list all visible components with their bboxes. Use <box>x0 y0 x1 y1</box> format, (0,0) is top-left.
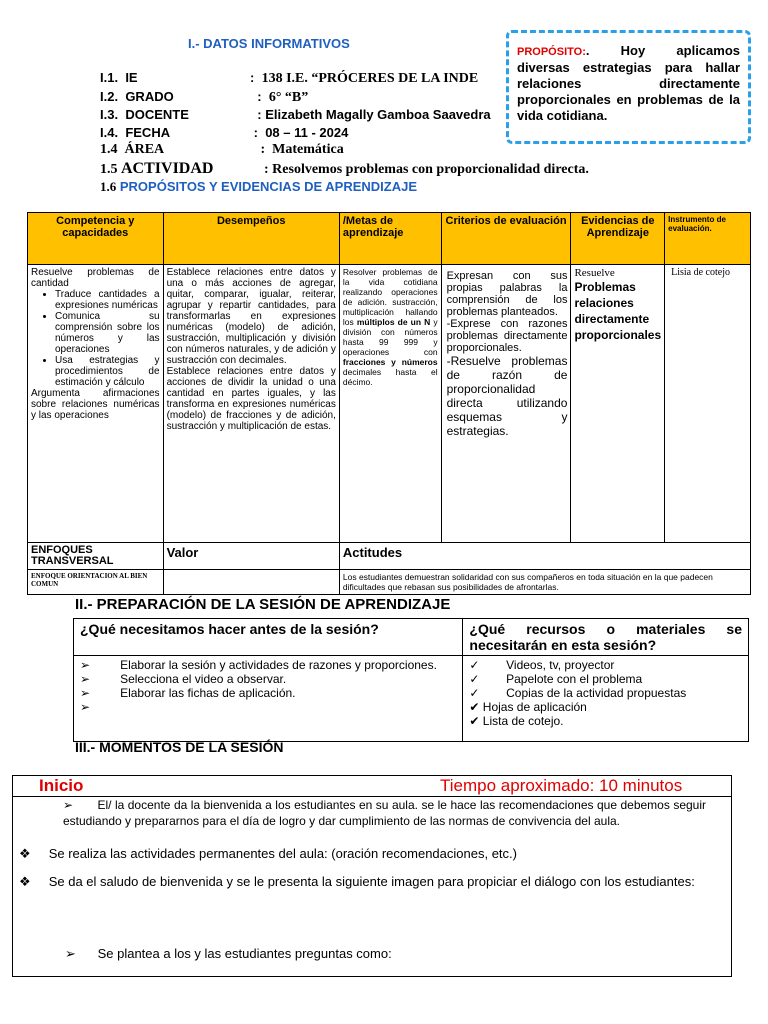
prep-left-list <box>74 656 463 742</box>
metas-b2: fracciones y números <box>342 357 438 367</box>
desempeno-1: Establece relaciones entre datos y una o más acciones de agregar, quitar, comparar, igualar, reiterar, agrupar y repartir cantidades, para transformarlas en expresiones numéricas (modelo) de adición, sustracción, multiplicación y división con números naturales, y de adición y sustracción con decimales. <box>166 267 336 366</box>
info-row-ie <box>100 70 478 87</box>
header-metas: /Metas de aprendizaje <box>339 213 441 265</box>
evidencias-cell <box>571 265 665 543</box>
instrumento-cell: Lisia de cotejo <box>665 265 751 543</box>
actitud-text: Los estudiantes demuestran solidaridad con sus compañeros en toda situación en la que padecen dificultades que rebasan sus posibilidades de afrontarlas. <box>339 570 750 595</box>
prep-right-list <box>463 656 749 742</box>
prep-left-item <box>80 700 456 714</box>
enfoques-label: ENFOQUES TRANSVERSAL <box>28 543 164 570</box>
info-value: 6° “B” <box>268 90 309 105</box>
info-colon: : <box>264 162 269 177</box>
prep-right-item: ✔ Lista de cotejo. <box>469 714 564 728</box>
info-value: Resolvemos problemas con proporcionalidad directa. <box>272 162 589 177</box>
arrow-bullet-icon: ➢ <box>63 798 74 812</box>
info-row-grado <box>100 89 308 106</box>
info-num: 1.4 <box>100 142 118 157</box>
competencia-item: • Comunica su comprensión sobre los números y las operaciones <box>55 311 160 355</box>
inicio-paragraph-2: ❖ Se realiza las actividades permanentes del aula: (oración recomendaciones, etc.) <box>19 846 517 861</box>
arrow-bullet-icon: ➢ <box>80 658 91 672</box>
info-label: IE <box>125 70 138 85</box>
prep-left-item: ➢ Elaborar la sesión y actividades de razones y proporciones. <box>80 658 437 672</box>
diamond-bullet-icon: ❖ <box>19 846 31 861</box>
enfoque-name: ENFOQUE ORIENTACION AL BIEN COMUN <box>28 570 164 595</box>
info-label: GRADO <box>125 89 174 104</box>
info-row-docente <box>100 107 491 122</box>
metas-d: decimales hasta el décimo. <box>342 367 438 387</box>
info-label: PROPÓSITOS Y EVIDENCIAS DE APRENDIZAJE <box>119 179 418 194</box>
valor-label: Valor <box>163 543 339 570</box>
desempenos-cell <box>163 265 339 543</box>
desempeno-2: Establece relaciones entre datos y acciones de dividir la unidad o una cantidad en partes iguales, y las transforma en expresiones numéricas (modelo) de fracciones y de adición, sustracción y multiplicación de estas. <box>166 366 336 432</box>
info-label: ACTIVIDAD <box>121 160 214 177</box>
check-icon: ✔ <box>469 700 480 714</box>
criterio-3: -Resuelve problemas de razón de proporcionalidad directa utilizando esquemas y estrategias. <box>446 354 568 438</box>
info-label: ÁREA <box>124 142 165 157</box>
prep-left-header: ¿Qué necesitamos hacer antes de la sesión? <box>74 619 463 656</box>
arrow-bullet-icon: ➢ <box>65 946 76 961</box>
metas-a: Resolver problemas de la vida cotidiana realizando operaciones de adición. sustracción, multiplicación hallando los <box>342 267 438 327</box>
proposito-label: PROPÓSITO: <box>517 46 586 58</box>
info-label: DOCENTE <box>125 107 189 122</box>
metas-b1: múltiplos de un N <box>356 317 431 327</box>
info-colon: : <box>257 107 262 122</box>
inicio-paragraph-1: ➢ El/ la docente da la bienvenida a los estudiantes en su aula. se le hace las recomendaciones que debemos seguir estudiando y prepararnos para el día de logro y dar cumplimiento de las normas de convivencia del aula. <box>63 798 707 828</box>
prep-left-item: ➢ Selecciona el video a observar. <box>80 672 287 686</box>
header-criterios: Criterios de evaluación <box>441 213 571 265</box>
info-colon: : <box>253 125 258 140</box>
competency-table <box>27 212 751 595</box>
valor-empty <box>163 570 339 595</box>
inicio-paragraph-4: ➢ Se plantea a los y las estudiantes preguntas como: <box>65 946 392 961</box>
prep-right-item: ✓ Videos, tv, proyector <box>469 658 615 672</box>
inicio-paragraph-3: ❖ Se da el saludo de bienvenida y se le presenta la siguiente imagen para propiciar el diálogo con los estudiantes: <box>19 874 695 889</box>
prep-right-item: ✓ Papelote con el problema <box>469 672 643 686</box>
evidencia-word: Resuelve <box>574 267 615 279</box>
section-title-momentos: III.- MOMENTOS DE LA SESIÓN <box>75 739 284 755</box>
arrow-bullet-icon: ➢ <box>80 700 91 714</box>
tiempo-label: Tiempo aproximado: 10 minutos <box>440 776 683 795</box>
info-num: I.2. <box>100 89 119 104</box>
info-colon: : <box>260 142 266 157</box>
info-row-fecha <box>100 125 348 140</box>
info-row-area <box>100 142 344 158</box>
competencia-intro: Resuelve problemas de cantidad <box>31 267 160 289</box>
inicio-label: Inicio <box>39 776 84 795</box>
info-num: 1.5 <box>100 162 118 177</box>
info-num: I.4. <box>100 125 119 140</box>
info-num: I.3. <box>100 107 119 122</box>
criterio-2: -Exprese con razones problemas directamente proporcionales. <box>446 318 568 354</box>
check-icon: ✓ <box>469 686 480 700</box>
metas-cell <box>339 265 441 543</box>
check-icon: ✓ <box>469 658 480 672</box>
proposito-box <box>506 30 751 144</box>
competencia-item: • Traduce cantidades a expresiones numéricas <box>55 289 160 311</box>
criterios-cell <box>441 265 571 543</box>
criterio-1: Expresan con sus propias palabras la comprensión de los problemas planteados. <box>446 270 568 318</box>
metas-c: y división con números hasta 99 999 y operaciones con <box>342 317 438 357</box>
info-value: Elizabeth Magally Gamboa Saavedra <box>265 107 491 122</box>
info-colon: : <box>257 89 262 104</box>
preparation-table <box>73 618 749 742</box>
info-num: 1.6 <box>100 179 117 194</box>
prep-right-item: ✔ Hojas de aplicación <box>469 700 587 714</box>
info-value: Matemática <box>272 142 344 157</box>
info-value: 08 – 11 - 2024 <box>265 125 349 140</box>
proposito-text: . Hoy aplicamos diversas estrategias para hallar relaciones directamente proporcionales en problemas de la vida cotidiana. <box>517 43 740 123</box>
arrow-bullet-icon: ➢ <box>80 672 91 686</box>
info-value: 138 I.E. “PRÓCERES DE LA INDE <box>261 71 479 86</box>
header-evidencias: Evidencias de Aprendizaje <box>571 213 665 265</box>
info-row-propositos <box>100 179 417 195</box>
info-num: I.1. <box>100 70 119 85</box>
momentos-box <box>12 775 732 977</box>
header-instrumento: Instrumento de evaluación. <box>665 213 751 265</box>
inicio-header <box>13 776 731 797</box>
competencia-cell <box>28 265 164 543</box>
prep-right-header: ¿Qué recursos o materiales se necesitarán en esta sesión? <box>463 619 749 656</box>
prep-right-item: ✓ Copias de la actividad propuestas <box>469 686 687 700</box>
competencia-tail: Argumenta afirmaciones sobre relaciones numéricas y las operaciones <box>31 388 160 421</box>
info-label: FECHA <box>125 125 171 140</box>
section-title-preparacion: II.- PREPARACIÓN DE LA SESIÓN DE APRENDIZAJE <box>75 596 451 613</box>
info-colon: : <box>250 70 255 85</box>
evidencia-text: Problemas relaciones directamente proporcionales <box>574 280 662 342</box>
check-icon: ✓ <box>469 672 480 686</box>
header-competencia: Competencia y capacidades <box>28 213 164 265</box>
section-title-datos: I.- DATOS INFORMATIVOS <box>188 36 350 51</box>
prep-left-item: ➢ Elaborar las fichas de aplicación. <box>80 686 296 700</box>
diamond-bullet-icon: ❖ <box>19 874 31 889</box>
check-icon: ✔ <box>469 714 480 728</box>
actitudes-label: Actitudes <box>339 543 750 570</box>
arrow-bullet-icon: ➢ <box>80 686 91 700</box>
header-desempenos: Desempeños <box>163 213 339 265</box>
info-row-actividad <box>100 160 589 178</box>
competencia-item: • Usa estrategias y procedimientos de estimación y cálculo <box>55 355 160 388</box>
